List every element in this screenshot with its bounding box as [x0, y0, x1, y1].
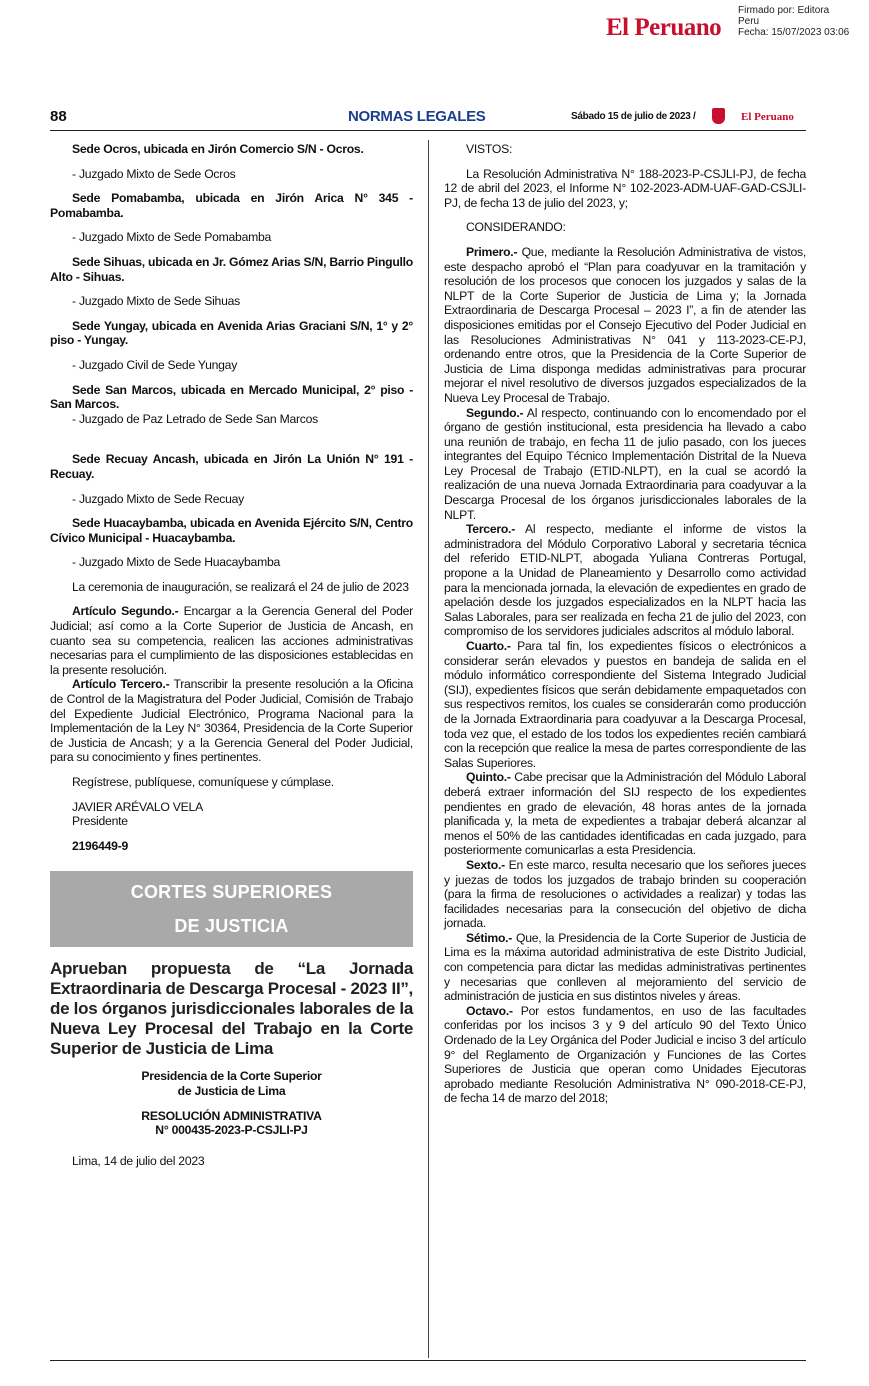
considerando-sexto	[444, 858, 806, 931]
header-date: Sábado 15 de julio de 2023 /	[571, 111, 696, 122]
clause-text: En este marco, resulta necesario que los señores jueces y juezas de todos los juzgados de trabajo brinden su cooperación (para la firma de resoluciones o actividades a realizar) y todas las facilidades necesarias para la consecución del objetivo de dicha jornada.	[444, 857, 806, 931]
sede-heading: Sede Huacaybamba, ubicada en Avenida Ejército S/N, Centro Cívico Municipal - Huacaybamba.	[50, 516, 413, 545]
right-column	[444, 142, 806, 1106]
banner-line: CORTES SUPERIORES	[130, 882, 333, 903]
clause-text: Al respecto, mediante el informe de vistos la administradora del Módulo Corporativo Laboral y secretaria técnica del referido ETID-NLPT, abogada Yuliana Contreras Portugal, propone a la Unidad de Planeamiento y Desarrollo como actividad para la mencionada jornada, la elevación de expedientes en grado de apelación desde los juzgados especializados en la NLPT hacia las Salas Laborales, para ser realizada en fecha 21 de julio del 2023, con compromiso de los servidores judiciales adscritos al módulo laboral.	[444, 522, 806, 639]
clause-label: Quinto.-	[466, 770, 511, 785]
juzgado-item: - Juzgado Mixto de Sede Pomabamba	[72, 230, 272, 245]
page-number: 88	[50, 108, 67, 125]
juzgado-item: - Juzgado Civil de Sede Yungay	[72, 357, 238, 372]
clause-text: Cabe precisar que la Administración del Módulo Laboral deberá extraer información del SIJ respecto de los expedientes pendientes en grado de elevación, 48 horas antes de la jornada planificada y, la meta de expedientes a trabajar deberá alcanzar al menos el 50% de las cantidades identificadas en cada juzgado, para posteriormente comunicarlas a esta Presidencia.	[444, 770, 806, 858]
clause-label: Octavo.-	[466, 1003, 513, 1018]
sede-heading: Sede Sihuas, ubicada en Jr. Gómez Arias S/N, Barrio Pingullo Alto - Sihuas.	[50, 254, 413, 284]
clause-label: Sétimo.-	[466, 930, 513, 945]
closing-formula: Regístrese, publíquese, comuníquese y cúmplase.	[72, 775, 334, 789]
clause-text: Que, la Presidencia de la Corte Superior de Justicia de Lima es la máxima autoridad administrativa de este Distrito Judicial, con competencia para dictar las medidas administrativas pertinentes y necesarias que conlleven al mejoramiento del servicio de administración de justicia en sus distintos niveles y áreas.	[444, 930, 806, 1004]
resolution-headline: Aprueban propuesta de “La Jornada Extraordinaria de Descarga Procesal - 2023 II”, de los órganos jurisdiccionales laborales de la Nueva Ley Procesal del Trabajo en la Corte Superior de Justicia de Lima	[50, 959, 413, 1059]
article-text: Transcribir la presente resolución a la Oficina de Control de la Magistratura del Poder Judicial, Comisión de Trabajo del Expediente Judicial Electrónico, Programa Nacional para la Implementación de la Ley N° 30364, Presidencia de la Corte Superior de Justicia de Ancash; y a la Gerencia General del Poder Judicial, para su conocimiento y fines pertinentes.	[50, 677, 413, 765]
coat-of-arms-icon	[712, 108, 725, 124]
clause-text: Por estos fundamentos, en uso de las facultades conferidas por los incisos 3 y 9 del artículo 90 del Texto Único Ordenado de la Ley Orgánica del Poder Judicial e inciso 3 del artículo 9° del Reglamento de Organización y Funciones de las Cortes Superiores de Justicia que operan como Unidades Ejecutoras aprobado mediante Resolución Administrativa N° 090-2018-CE-PJ, de fecha 14 de marzo del 2018;	[444, 1003, 806, 1106]
resolution-number: RESOLUCIÓN ADMINISTRATIVA	[141, 1108, 322, 1123]
article-label: Artículo Tercero.-	[72, 677, 170, 692]
clause-text: Que, mediante la Resolución Administrativa de vistos, este despacho aprobó el “Plan para coadyuvar en la tramitación y resolución de los procesos que conocen los juzgados y salas de la NLPT de la Corte Superior de Justicia de Lima y; la Jornada Extraordinaria de Descarga Procesal – 2023 I”, a fin de atender las disposiciones emitidas por el Consejo Ejecutivo del Poder Judicial en las Resoluciones Administrativas N° 041 y 113-2023-CE-PJ, ordenando entre otros, que la Presidencia de la Corte Superior de Justicia de Lima disponga medidas administrativas para procurar mejorar el nivel resolutivo de diversos juzgados especializados de la Nueva Ley Procesal de Trabajo.	[444, 244, 806, 405]
vistos-text: La Resolución Administrativa N° 188-2023-P-CSJLI-PJ, de fecha 12 de abril del 2023, el Informe N° 102-2023-ADM-UAF-GAD-CSJLI-PJ, de fecha 13 de julio del 2023, y;	[444, 166, 806, 210]
sede-heading: Sede Pomabamba, ubicada en Jirón Arica N° 345 - Pomabamba.	[50, 191, 413, 220]
considerando-segundo	[444, 406, 806, 523]
clause-text: Al respecto, continuando con lo encomendado por el órgano de gestión institucional, esta presidencia ha llevado a cabo una reunión de trabajo, en fecha 11 de julio pasado, con los jueces integrantes del Equipo Técnico Implementación Distrital de la Nueva Ley Procesal de Trabajo (ETID-NLPT), en la cual se acordó la realización de una nueva Jornada Extraordinaria para coadyuvar a la Descarga Procesal de los órganos jurisdiccionales laborales de la NLPT.	[444, 405, 806, 522]
sede-heading: Sede San Marcos, ubicada en Mercado Municipal, 2° piso - San Marcos.	[50, 382, 413, 412]
place-date: Lima, 14 de julio del 2023	[72, 1153, 205, 1168]
considerando-quinto	[444, 770, 806, 858]
juzgado-item: - Juzgado Mixto de Sede Huacaybamba	[72, 555, 281, 570]
digital-signature	[738, 5, 849, 38]
sede-heading: Sede Yungay, ubicada en Avenida Arias Graciani S/N, 1° y 2° piso - Yungay.	[50, 318, 413, 348]
signature-line: Peru	[738, 16, 760, 27]
article-label: Artículo Segundo.-	[72, 604, 179, 619]
considerando-primero	[444, 245, 806, 406]
resolution-number: N° 000435-2023-P-CSJLI-PJ	[155, 1123, 308, 1138]
left-column	[50, 142, 413, 1168]
header-rule	[50, 130, 806, 131]
signer-name: JAVIER ARÉVALO VELA	[72, 799, 203, 814]
clause-label: Tercero.-	[466, 522, 515, 537]
issuer: de Justicia de Lima	[177, 1083, 286, 1098]
considerando-cuarto	[444, 639, 806, 770]
juzgado-item: - Juzgado Mixto de Sede Sihuas	[72, 294, 240, 309]
article-text: Encargar a la Gerencia General del Poder Judicial; así como a la Corte Superior de Justicia de Ancash, en cuanto sea su competencia, realicen las acciones administrativas necesarias para el cumplimiento de las disposiciones establecidas en la presente resolución.	[50, 604, 413, 677]
articulo-tercero	[50, 677, 413, 765]
vistos-heading: VISTOS:	[466, 142, 513, 156]
issuer: Presidencia de la Corte Superior	[141, 1069, 322, 1084]
page-header	[50, 108, 806, 128]
section-title: NORMAS LEGALES	[348, 108, 486, 125]
juzgado-item: - Juzgado Mixto de Sede Recuay	[72, 491, 245, 506]
el-peruano-logo: El Peruano	[606, 14, 722, 41]
considerando-setimo	[444, 931, 806, 1004]
sede-heading: Sede Recuay Ancash, ubicada en Jirón La Unión N° 191 - Recuay.	[50, 452, 413, 481]
section-banner	[50, 871, 413, 947]
articulo-segundo	[50, 604, 413, 677]
considerando-heading: CONSIDERANDO:	[466, 220, 566, 235]
clause-label: Cuarto.-	[466, 639, 511, 653]
signature-line: Firmado por: Editora	[738, 5, 830, 16]
sede-heading: Sede Ocros, ubicada en Jirón Comercio S/N - Ocros.	[72, 142, 364, 156]
juzgado-item: - Juzgado de Paz Letrado de Sede San Marcos	[72, 411, 319, 426]
clause-label: Sexto.-	[466, 857, 505, 872]
header-brand: El Peruano	[741, 111, 794, 123]
considerando-tercero	[444, 522, 806, 639]
column-divider	[428, 140, 429, 1358]
clause-label: Primero.-	[466, 244, 518, 259]
banner-line: DE JUSTICIA	[174, 916, 289, 937]
document-code: 2196449-9	[72, 838, 129, 853]
considerando-octavo	[444, 1004, 806, 1106]
clause-label: Segundo.-	[466, 405, 524, 420]
signer-role: Presidente	[72, 814, 128, 829]
clause-text: Para tal fin, los expedientes físicos o electrónicos a considerar serán elevados y puestos en bandeja de salida en el módulo informático correspondiente del Sistema Integrado Judicial (SIJ), expedientes físicos que serán debidamente empaquetados con sus respectivos remitos, los cuales se considerarán como producción de la Jornada Extraordinaria para coadyuvar a la Descarga Procesal, toda vez que, el estado de los todos los expedientes recién cambiará con la recepción que realice la mesa de partes correspondiente de las Salas Superiores.	[444, 639, 806, 770]
signature-line: Fecha: 15/07/2023 03:06	[738, 27, 850, 38]
ceremony-note: La ceremonia de inauguración, se realizará el 24 de julio de 2023	[72, 579, 409, 594]
juzgado-item: - Juzgado Mixto de Sede Ocros	[72, 166, 236, 181]
footer-rule	[50, 1360, 806, 1361]
